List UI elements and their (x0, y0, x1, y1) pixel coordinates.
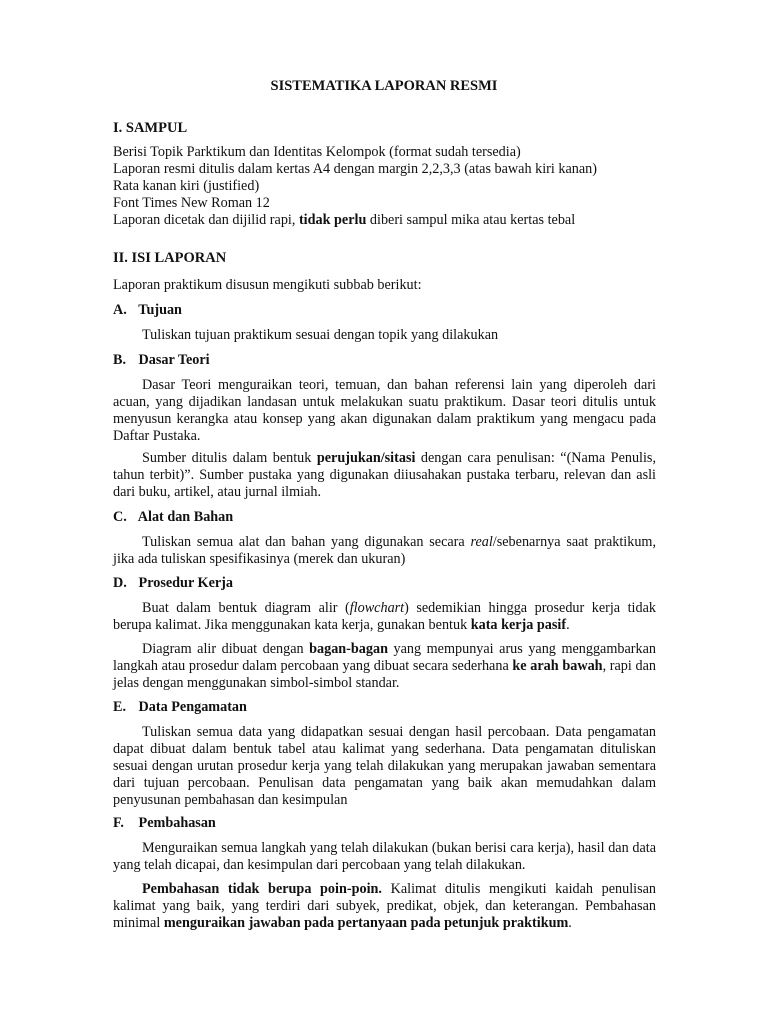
bold-text: perujukan/sitasi (316, 450, 416, 466)
subsection-heading-prosedur-kerja (113, 575, 233, 592)
text-run: /sebenarnya saat praktikum, jika ada tuliskan spesifikasinya (merek dan ukuran) (113, 534, 656, 567)
subsection-number: E. (113, 699, 127, 715)
subsection-heading-pembahasan (113, 815, 216, 832)
text-run: dengan cara penulisan: “(Nama Penulis, tahun terbit)”. Sumber pustaka yang digunakan diiusahakan pustaka terbaru, relevan dan asli dari buku, artikel, atau jurnal ilmiah. (113, 450, 657, 500)
text-run: , rapi dan jelas dengan menggunakan simbol-simbol standar. (113, 658, 657, 691)
subsection-number: C. (113, 509, 127, 525)
bold-text: menguraikan jawaban pada pertanyaan pada petunjuk praktikum (163, 915, 569, 931)
subsection-title: Data Pengamatan (138, 699, 247, 715)
prosedur-paragraph-1 (113, 600, 656, 634)
italic-text: flowchart (349, 600, 405, 616)
dasar-teori-paragraph-2 (113, 450, 656, 501)
text-run: . (566, 617, 570, 633)
sampul-lines (113, 144, 673, 229)
data-pengamatan-paragraph: Tuliskan semua data yang didapatkan sesuai dengan hasil percobaan. Data pengamatan dapat dibuat dalam bentuk tabel atau kalimat yang sederhana. Data pengamatan dituliskan sesuai dengan urutan prosedur kerja yang telah dilakukan yang merupakan jawaban sementara dari tujuan percobaan. Penulisan data pengamatan yang baik akan memudahkan dalam penyusunan pembahasan dan kesimpulan (113, 724, 656, 808)
subsection-title: Alat dan Bahan (137, 509, 234, 525)
document-title: SISTEMATIKA LAPORAN RESMI (270, 78, 498, 94)
sampul-line: Laporan resmi ditulis dalam kertas A4 dengan margin 2,2,3,3 (atas bawah kiri kanan) (113, 161, 597, 177)
text-run: Tuliskan semua alat dan bahan yang digunakan secara (142, 534, 471, 550)
italic-text: real (470, 534, 493, 550)
sampul-line (113, 212, 673, 229)
text-run: ) sedemikian hingga prosedur kerja tidak berupa kalimat. Jika menggunakan kata kerja, gunakan bentuk (113, 600, 656, 633)
subsection-number: A. (113, 302, 127, 318)
subsection-heading-tujuan (113, 302, 182, 319)
subsection-title: Prosedur Kerja (138, 575, 233, 591)
subsection-number: B. (113, 352, 127, 368)
subsection-heading-alat-bahan (113, 509, 233, 526)
section-heading-sampul: I. SAMPUL (113, 120, 188, 136)
text-run: Sumber ditulis dalam bentuk (142, 450, 317, 466)
subsection-number: D. (113, 575, 127, 591)
bold-text: Pembahasan tidak berupa poin-poin. (142, 881, 382, 897)
sampul-line: Berisi Topik Parktikum dan Identitas Kelompok (format sudah tersedia) (113, 144, 521, 160)
subsection-number: F. (113, 815, 124, 831)
sampul-line: Rata kanan kiri (justified) (113, 178, 260, 194)
subsection-title: Tujuan (138, 302, 182, 318)
prosedur-paragraph-2 (113, 641, 656, 692)
tujuan-text: Tuliskan tujuan praktikum sesuai dengan topik yang dilakukan (142, 327, 499, 343)
alat-bahan-paragraph (113, 534, 656, 568)
pembahasan-paragraph-1: Menguraikan semua langkah yang telah dilakukan (bukan berisi cara kerja), hasil dan data yang telah dicapai, dan kesimpulan dari percobaan yang telah dilakukan. (113, 840, 656, 873)
section-heading-isi-laporan: II. ISI LAPORAN (113, 250, 227, 266)
isi-intro: Laporan praktikum disusun mengikuti subbab berikut: (113, 277, 422, 293)
text-run: yang mempunyai arus yang menggambarkan langkah atau prosedur dalam percobaan yang dibuat secara sederhana (113, 641, 656, 674)
text-run: Buat dalam bentuk diagram alir ( (142, 600, 350, 616)
subsection-heading-data-pengamatan (113, 699, 247, 716)
text-run: Laporan dicetak dan dijilid rapi, (113, 212, 299, 228)
subsection-title: Dasar Teori (138, 352, 210, 368)
subsection-title: Pembahasan (138, 815, 216, 831)
dasar-teori-paragraph-1: Dasar Teori menguraikan teori, temuan, dan bahan referensi lain yang diperoleh dari acuan, yang dijadikan landasan untuk melakukan suatu praktikum. Dasar teori ditulis untuk menyusun kerangka atau konsep yang akan digunakan dalam praktikum yang mengacu pada Daftar Pustaka. (113, 377, 656, 444)
text-run: diberi sampul mika atau kertas tebal (366, 212, 576, 228)
text-run: Diagram alir dibuat dengan (142, 641, 310, 657)
pembahasan-paragraph-2 (113, 881, 656, 932)
text-run: . (568, 915, 572, 931)
bold-text: ke arah bawah (512, 658, 603, 674)
text-run: Kalimat ditulis mengikuti kaidah penulisan kalimat yang baik, yang terdiri dari subyek, predikat, objek, dan keterangan. Pembahasan minimal (113, 881, 656, 931)
bold-text: tidak perlu (298, 212, 367, 228)
bold-text: bagan-bagan (309, 641, 388, 657)
bold-text: kata kerja pasif (470, 617, 567, 633)
sampul-line: Font Times New Roman 12 (113, 195, 270, 211)
subsection-heading-dasar-teori (113, 352, 210, 369)
